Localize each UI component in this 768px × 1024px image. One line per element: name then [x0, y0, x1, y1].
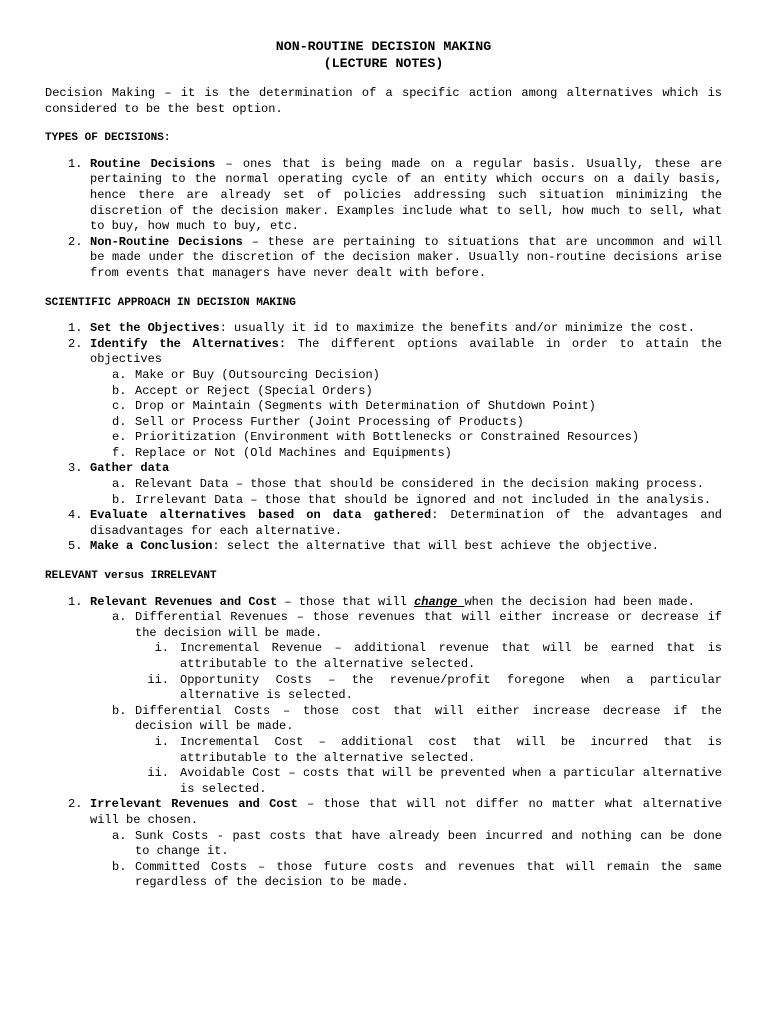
item-text: : select the alternative that will best achieve the objective.: [212, 539, 659, 554]
roman-numeral: i.: [154, 641, 169, 656]
sub-item-text: Differential Revenues – those revenues that will either increase or decrease if the decision will be made.: [135, 610, 722, 640]
list-item: [45, 461, 722, 508]
item-term: Gather data: [90, 461, 170, 476]
title-line-1: NON-ROUTINE DECISION MAKING: [275, 39, 492, 54]
list-item: [45, 235, 722, 282]
list-item: [45, 337, 722, 462]
sub-item-letter: f.: [112, 445, 127, 460]
sub-item-text: Committed Costs – those future costs and revenues that will remain the same regardless of the decision to be made.: [135, 859, 722, 890]
item-number: 5.: [68, 539, 83, 554]
list-item: [45, 595, 722, 798]
sub-sub-item-text: Opportunity Costs – the revenue/profit foregone when a particular alternative is selected.: [180, 672, 722, 703]
item-number: 4.: [68, 508, 83, 523]
sub-sub-list: [135, 735, 722, 797]
item-text: when the decision had been made.: [464, 594, 695, 609]
item-number: 2.: [68, 797, 83, 812]
sub-list-item: [90, 704, 722, 798]
sub-sub-list: [135, 641, 722, 703]
relevant-heading: RELEVANT versus IRRELEVANT: [45, 570, 217, 583]
sub-item-letter: e.: [112, 430, 127, 445]
sub-item-text: Differential Costs – those cost that will either increase decrease if the decision will be made.: [135, 703, 722, 734]
sub-list-item: [90, 384, 722, 400]
sub-item-letter: d.: [112, 414, 127, 429]
sub-sub-list-item: [135, 641, 722, 672]
item-number: 1.: [68, 594, 83, 609]
sub-list: [90, 829, 722, 891]
item-number: 3.: [68, 461, 83, 476]
item-text: : usually it id to maximize the benefits and/or minimize the cost.: [219, 321, 695, 336]
item-term: Make a Conclusion: [90, 539, 213, 554]
scientific-list: [45, 321, 722, 555]
item-term: Non-Routine Decisions: [90, 234, 243, 249]
sub-list: [90, 477, 722, 508]
item-text: – these are pertaining to situations that are uncommon and will be made under the discretion of the decision maker. Usually non-routine decisions arise from events that managers have never dealt with before.: [90, 234, 722, 280]
sub-list-item: [90, 446, 722, 462]
sub-list-item: [90, 368, 722, 384]
roman-numeral: i.: [154, 734, 169, 749]
item-number: 2.: [68, 336, 83, 351]
sub-item-letter: a.: [112, 477, 127, 492]
sub-item-text: Relevant Data – those that should be considered in the decision making process.: [135, 477, 704, 492]
relevant-list: [45, 595, 722, 891]
sub-item-letter: b.: [112, 703, 127, 718]
emphasized-word: change: [414, 594, 465, 609]
types-heading: TYPES OF DECISIONS:: [45, 132, 171, 145]
sub-item-text: Prioritization (Environment with Bottlenecks or Constrained Resources): [135, 430, 640, 445]
sub-sub-item-text: Avoidable Cost – costs that will be prevented when a particular alternative is selected.: [180, 766, 722, 796]
sub-item-letter: b.: [112, 383, 127, 398]
sub-list: [90, 610, 722, 797]
list-item: [45, 797, 722, 891]
item-term: Routine Decisions: [90, 156, 216, 171]
sub-item-letter: a.: [112, 828, 127, 843]
item-term: Relevant Revenues and Cost: [90, 594, 278, 609]
item-term: Irrelevant Revenues and Cost: [90, 797, 298, 812]
item-text: : Determination of the advantages and disadvantages for each alternative.: [90, 508, 722, 538]
sub-item-letter: a.: [112, 610, 127, 625]
sub-item-letter: b.: [112, 492, 127, 507]
sub-sub-list-item: [135, 735, 722, 766]
sub-sub-item-text: Incremental Cost – additional cost that will be incurred that is attributable to the alternative selected.: [180, 734, 722, 765]
item-number: 2.: [68, 234, 83, 249]
sub-item-text: Replace or Not (Old Machines and Equipments): [135, 445, 452, 460]
sub-list-item: [90, 399, 722, 415]
sub-item-text: Irrelevant Data – those that should be ignored and not included in the analysis.: [135, 492, 712, 507]
document-page: [45, 38, 722, 891]
document-title: [45, 38, 722, 72]
sub-list: [90, 368, 722, 462]
roman-numeral: ii.: [147, 766, 169, 781]
sub-list-item: [90, 477, 722, 493]
item-text: – ones that is being made on a regular basis. Usually, these are pertaining to the normal operating cycle of an entity which occurs on a daily basis, hence there are already set of policies addressing such situation minimizing the discretion of the decision maker. Examples include what to sell, how much to sell, what to buy, how much to buy, etc.: [90, 156, 723, 234]
sub-list-item: [90, 610, 722, 704]
item-text: – those that will not differ no matter what alternative will be chosen.: [90, 797, 722, 827]
item-text: – those that will: [277, 594, 415, 609]
list-item: [45, 321, 722, 337]
sub-list-item: [90, 430, 722, 446]
roman-numeral: ii.: [147, 672, 169, 687]
item-text: The different options available in order to attain the objectives: [90, 336, 722, 367]
title-line-2: (LECTURE NOTES): [323, 56, 444, 71]
sub-item-text: Drop or Maintain (Segments with Determination of Shutdown Point): [135, 399, 596, 414]
item-term: Evaluate alternatives based on data gathered: [90, 508, 432, 523]
sub-sub-item-text: Incremental Revenue – additional revenue that will be earned that is attributable to the alternative selected.: [180, 641, 722, 671]
list-item: [45, 539, 722, 555]
item-number: 1.: [68, 156, 83, 171]
scientific-heading: SCIENTIFIC APPROACH IN DECISION MAKING: [45, 296, 296, 309]
sub-sub-list-item: [135, 673, 722, 704]
sub-item-letter: a.: [112, 367, 127, 382]
sub-item-text: Sell or Process Further (Joint Processing of Products): [135, 414, 524, 429]
sub-item-letter: c.: [112, 399, 127, 414]
sub-list-item: [90, 493, 722, 509]
sub-item-text: Accept or Reject (Special Orders): [135, 383, 373, 398]
sub-list-item: [90, 860, 722, 891]
sub-sub-list-item: [135, 766, 722, 797]
item-term: Set the Objectives: [90, 321, 220, 336]
types-list: [45, 157, 722, 282]
list-item: [45, 508, 722, 539]
sub-item-text: Sunk Costs - past costs that have already been incurred and nothing can be done to change it.: [135, 828, 722, 859]
sub-list-item: [90, 415, 722, 431]
sub-list-item: [90, 829, 722, 860]
sub-item-text: Make or Buy (Outsourcing Decision): [135, 367, 380, 382]
item-term: Identify the Alternatives:: [90, 336, 287, 351]
sub-item-letter: b.: [112, 859, 127, 874]
intro-paragraph: Decision Making – it is the determination of a specific action among alternatives which is considered to be the best option.: [45, 86, 722, 116]
list-item: [45, 157, 722, 235]
item-number: 1.: [68, 321, 83, 336]
